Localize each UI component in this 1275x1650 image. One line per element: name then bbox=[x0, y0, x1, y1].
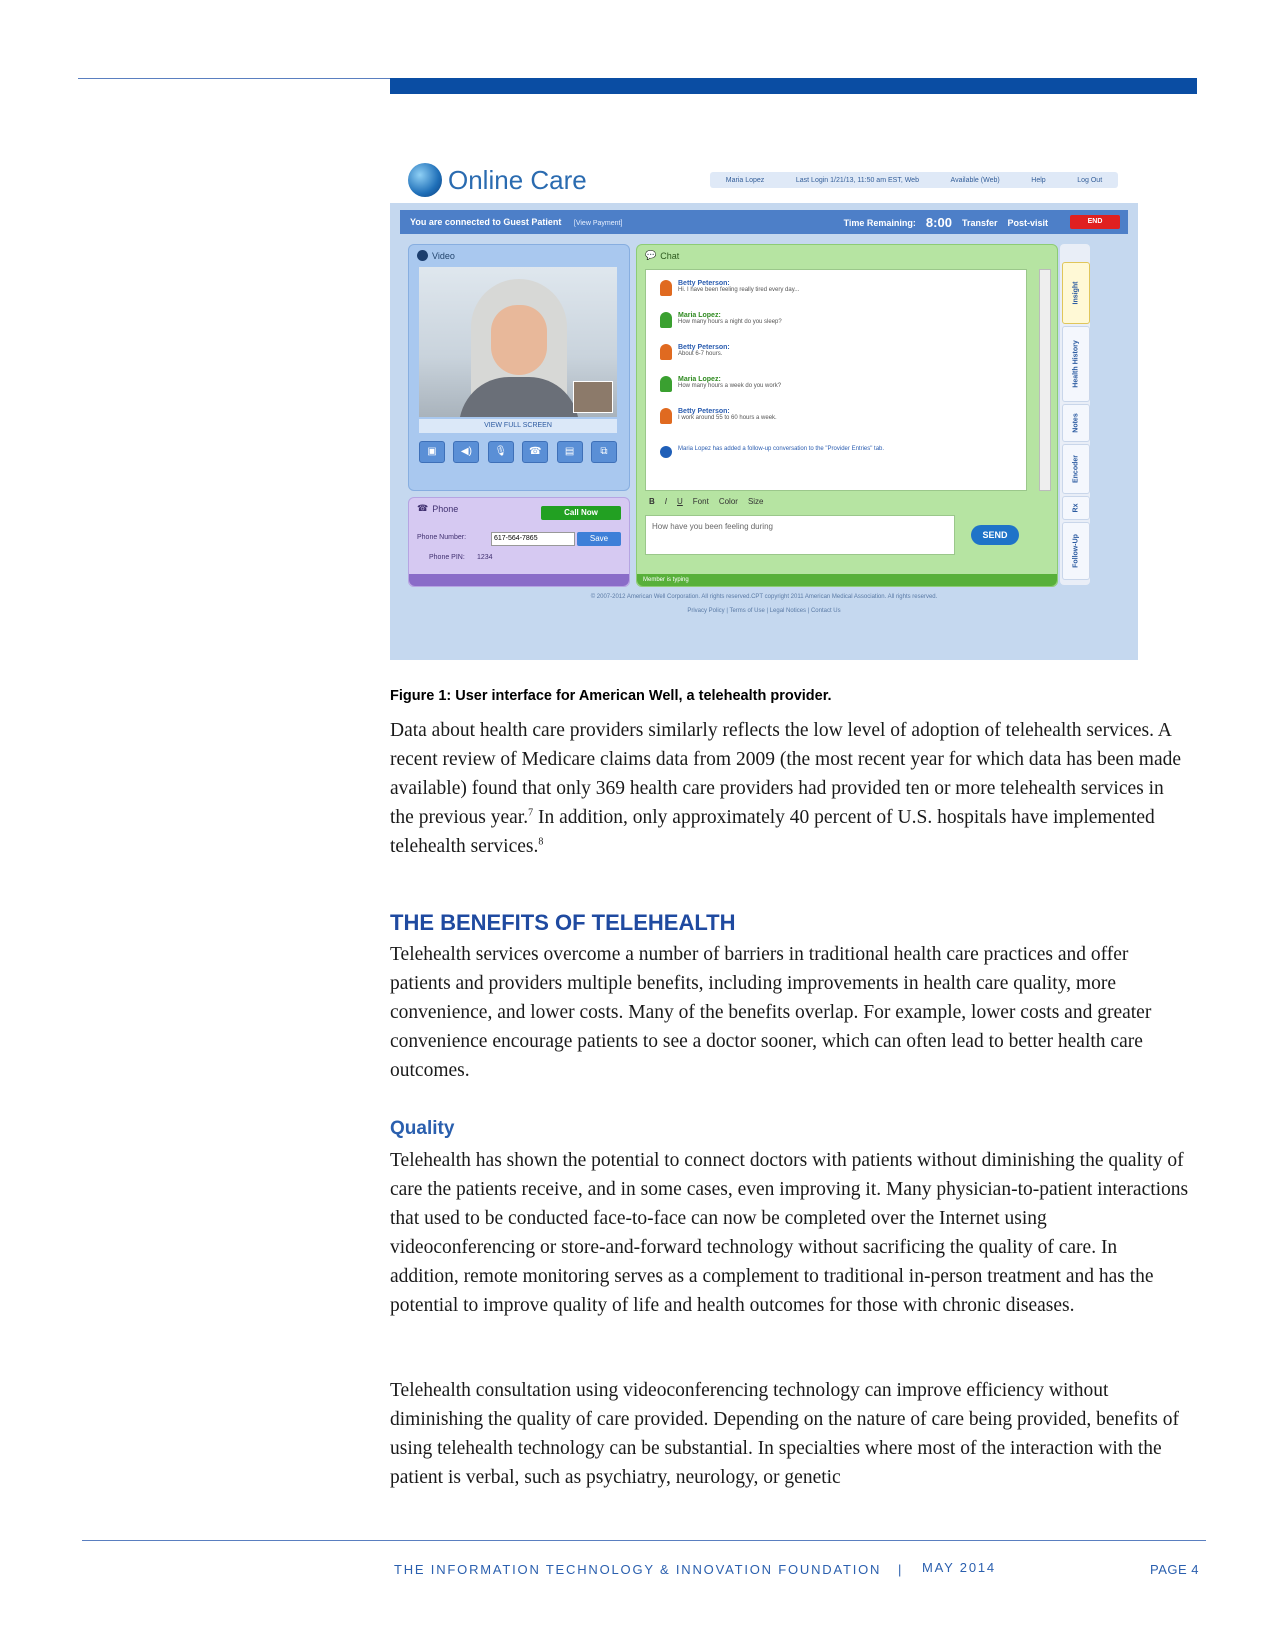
video-controls bbox=[419, 441, 617, 465]
camera-switch-icon[interactable]: ☎ bbox=[522, 441, 548, 463]
connected-status: You are connected to Guest Patient bbox=[410, 217, 562, 227]
patient-avatar-icon bbox=[660, 344, 672, 360]
end-session-button[interactable]: END bbox=[1070, 215, 1120, 229]
chat-message: Betty Peterson: I work around 55 to 60 hours a week. bbox=[660, 408, 777, 424]
video-panel bbox=[408, 244, 630, 491]
patient-avatar-icon bbox=[660, 280, 672, 296]
tab-rx[interactable]: Rx bbox=[1062, 496, 1090, 520]
phone-pin-value: 1234 bbox=[477, 554, 493, 561]
footnote-ref-7[interactable]: 7 bbox=[528, 807, 534, 819]
paragraph-quality: Telehealth has shown the potential to connect doctors with patients without diminishing the quality of care the patients receive, and in some cases, even improving it. Many physician-to-patient interactions that used to be conducted face-to-face can now be completed over the Internet using videoconferencing or store-and-forward technology without sacrificing the quality of care. In addition, remote monitoring serves as a complement to traditional in-person treatment and has the potential to improve quality of life and health outcomes for those with chronic diseases. bbox=[390, 1150, 1189, 1316]
post-visit-button[interactable]: Post-visit bbox=[1007, 217, 1048, 228]
video-feed bbox=[419, 267, 617, 417]
top-user-bar bbox=[710, 172, 1118, 188]
chat-notice: Maria Lopez has added a follow-up conversation to the "Provider Entries" tab. bbox=[660, 446, 1000, 458]
volume-icon[interactable]: ◀) bbox=[453, 441, 479, 463]
phone-number-label: Phone Number: bbox=[417, 534, 467, 541]
view-full-screen-button[interactable]: VIEW FULL SCREEN bbox=[419, 419, 617, 433]
footer-links[interactable]: Privacy Policy | Terms of Use | Legal Notices | Contact Us bbox=[687, 608, 841, 614]
phone-icon: ☎ bbox=[417, 503, 429, 513]
screen-share-icon[interactable]: ▣ bbox=[419, 441, 445, 463]
paragraph-adoption: Data about health care providers similarly reflects the low level of adoption of telehealth services. A recent review of Medicare claims data from 2009 (the most recent year for which data has been made available) found that only 369 health care providers had provided ten or more telehealth services in the previous year.$^7$ In addition, only approximately 40 percent of U.S. hospitals have implemented telehealth services.$^8$ bbox=[390, 720, 1182, 857]
view-payment-link[interactable]: [View Payment] bbox=[573, 220, 623, 227]
color-button[interactable]: Color bbox=[718, 497, 738, 506]
info-icon bbox=[660, 446, 672, 458]
heading-benefits: THE BENEFITS OF TELEHEALTH bbox=[390, 910, 736, 935]
footer-page-number: PAGE 4 bbox=[1150, 1562, 1200, 1577]
layout-icon[interactable]: ▤ bbox=[557, 441, 583, 463]
figure-caption: Figure 1: User interface for American Well, a telehealth provider. bbox=[390, 688, 832, 704]
chat-message: Maria Lopez: How many hours a week do you work? bbox=[660, 376, 781, 392]
phone-number-input[interactable]: 617-564-7865 bbox=[491, 532, 575, 546]
chat-panel bbox=[636, 244, 1058, 587]
call-now-button[interactable]: Call Now bbox=[541, 506, 621, 520]
user-name: Maria Lopez bbox=[725, 176, 765, 184]
video-title: Video bbox=[432, 250, 455, 261]
logo-text: Online Care bbox=[448, 164, 587, 195]
self-view-thumbnail bbox=[573, 381, 613, 413]
phone-title: Phone bbox=[432, 503, 459, 514]
tab-health-history[interactable]: Health History bbox=[1062, 326, 1090, 402]
microphone-icon[interactable]: 🎙 bbox=[488, 441, 514, 463]
video-camera-icon bbox=[417, 250, 428, 261]
footer-date: MAY 2014 bbox=[922, 1560, 996, 1575]
chat-title: Chat bbox=[660, 250, 680, 261]
header-rule-thick bbox=[390, 78, 1197, 94]
tab-notes[interactable]: Notes bbox=[1062, 404, 1090, 442]
save-phone-button[interactable]: Save bbox=[577, 532, 621, 546]
header-rule-thin bbox=[78, 78, 390, 79]
paragraph-benefits: Telehealth services overcome a number of barriers in traditional health care practices and offer patients and providers multiple benefits, including improvements in health care quality, more convenience, and lower costs. Many of the benefits overlap. For example, lower costs and greater convenience encourage patients to see a doctor sooner, which can often lead to better health care outcomes. bbox=[390, 944, 1152, 1081]
footer-organization: THE INFORMATION TECHNOLOGY & INNOVATION FOUNDATION bbox=[394, 1562, 882, 1577]
session-title-bar bbox=[400, 210, 1128, 234]
provider-avatar-icon bbox=[660, 376, 672, 392]
chat-scrollbar[interactable] bbox=[1039, 269, 1051, 491]
underline-button[interactable]: U bbox=[677, 497, 683, 506]
footnote-ref-8[interactable]: 8 bbox=[538, 836, 544, 848]
figure-footer bbox=[390, 590, 1138, 618]
bold-button[interactable]: B bbox=[649, 497, 655, 506]
phone-panel bbox=[408, 497, 630, 587]
phone-panel-footer bbox=[409, 574, 629, 586]
tab-encoder[interactable]: Encoder bbox=[1062, 444, 1090, 494]
help-link[interactable]: Help bbox=[1031, 176, 1046, 184]
chat-message: Betty Peterson: Hi. I have been feeling really tired every day... bbox=[660, 280, 799, 296]
patient-face bbox=[491, 305, 547, 375]
popout-icon[interactable]: ⧉ bbox=[591, 441, 617, 463]
transfer-button[interactable]: Transfer bbox=[961, 217, 998, 228]
chat-message-input[interactable]: How have you been feeling during bbox=[645, 515, 955, 555]
provider-avatar-icon bbox=[660, 312, 672, 328]
chat-log bbox=[645, 269, 1027, 491]
chat-message: Betty Peterson: About 6-7 hours. bbox=[660, 344, 730, 360]
time-remaining-value: 8:00 bbox=[925, 215, 952, 230]
chat-message: Maria Lopez: How many hours a night do you sleep? bbox=[660, 312, 782, 328]
size-button[interactable]: Size bbox=[747, 497, 764, 506]
italic-button[interactable]: I bbox=[664, 497, 668, 506]
send-button[interactable]: SEND bbox=[971, 525, 1019, 545]
copyright-text: © 2007-2012 American Well Corporation. All rights reserved.CPT copyright 2011 American Medical Association. All rights reserved. bbox=[590, 594, 938, 600]
patient-avatar-icon bbox=[660, 408, 672, 424]
tab-follow-up[interactable]: Follow-Up bbox=[1062, 522, 1090, 580]
online-care-logo bbox=[408, 160, 587, 200]
font-button[interactable]: Font bbox=[692, 497, 709, 506]
globe-icon bbox=[408, 163, 442, 197]
heading-quality: Quality bbox=[390, 1118, 455, 1139]
tab-insight[interactable]: Insight bbox=[1062, 262, 1090, 324]
time-remaining-label: Time Remaining: bbox=[843, 217, 916, 228]
footer-rule bbox=[82, 1540, 1206, 1541]
paragraph-consultation: Telehealth consultation using videoconferencing technology can improve efficiency without diminishing the quality of care provided. Depending on the nature of care being provided, benefits of using telehealth technology can be substantial. In specialties where most of the interaction with the patient is verbal, such as psychiatry, neurology, or genetic bbox=[390, 1380, 1179, 1488]
footer-separator: | bbox=[898, 1562, 904, 1577]
figure-telehealth-ui bbox=[390, 150, 1138, 660]
phone-pin-label: Phone PIN: bbox=[429, 554, 465, 561]
chat-bubble-icon: 💬 bbox=[645, 250, 657, 260]
format-toolbar bbox=[649, 497, 764, 506]
availability-status[interactable]: Available (Web) bbox=[950, 176, 1000, 184]
logout-link[interactable]: Log Out bbox=[1077, 176, 1103, 184]
side-tab-strip bbox=[1060, 244, 1090, 585]
typing-indicator: Member is typing bbox=[637, 574, 1057, 586]
last-login: Last Login 1/21/13, 11:50 am EST, Web bbox=[795, 176, 919, 184]
